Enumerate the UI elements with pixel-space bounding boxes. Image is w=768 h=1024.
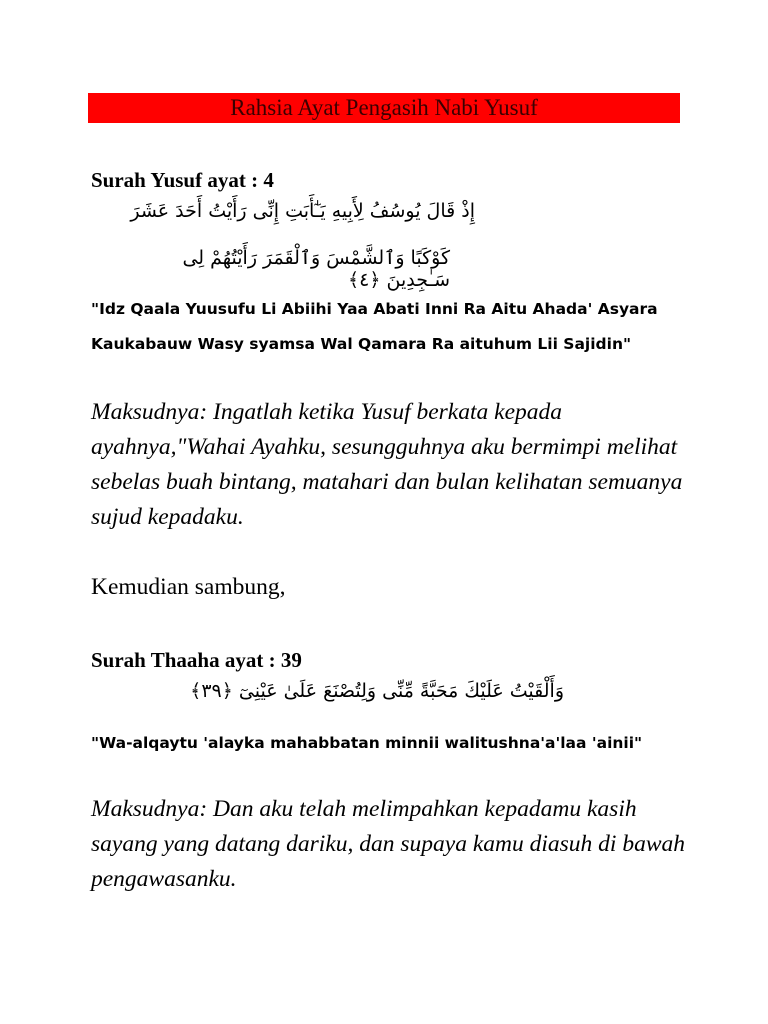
connector-text: Kemudian sambung, [91,574,286,600]
transliteration-yusuf: "Idz Qaala Yuusufu Li Abiihi Yaa Abati Inni Ra Aitu Ahada' Asyara Kaukabauw Wasy syamsa Wal Qamara Ra aituhum Lii Sajidin" [91,300,658,353]
document-title: Rahsia Ayat Pengasih Nabi Yusuf [88,93,680,123]
meaning-yusuf: Maksudnya: Ingatlah ketika Yusuf berkata kepada ayahnya,"Wahai Ayahku, sesungguhnya aku bermimpi melihat sebelas buah bintang, matahari dan bulan kelihatan semuanya sujud kepadaku. [91,399,683,530]
surah-yusuf-heading: Surah Yusuf ayat : 4 [91,168,274,192]
meaning-thaaha: Maksudnya: Dan aku telah melimpahkan kepadamu kasih sayang yang datang dariku, dan supaya kamu diasuh di bawah pengawasanku. [91,796,685,892]
surah-thaaha-heading: Surah Thaaha ayat : 39 [91,648,302,672]
transliteration-thaaha: "Wa-alqaytu 'alayka mahabbatan minnii walitushna'a'laa 'ainii" [91,734,643,752]
arabic-verse-thaaha: وَأَلْقَيْتُ عَلَيْكَ مَحَبَّةً مِّنِّى وَلِتُصْنَعَ عَلَىٰ عَيْنِىٓ ﴿٣٩﴾ [190,680,564,702]
arabic-verse-line-1: إِذْ قَالَ يُوسُفُ لِأَبِيهِ يَـٰٓأَبَتِ إِنِّى رَأَيْتُ أَحَدَ عَشَرَ [130,200,475,222]
arabic-verse-line-2: كَوْكَبًا وَٱلشَّمْسَ وَٱلْقَمَرَ رَأَيْتُهُمْ لِى سَـٰجِدِينَ ﴿٤﴾ [182,247,450,291]
